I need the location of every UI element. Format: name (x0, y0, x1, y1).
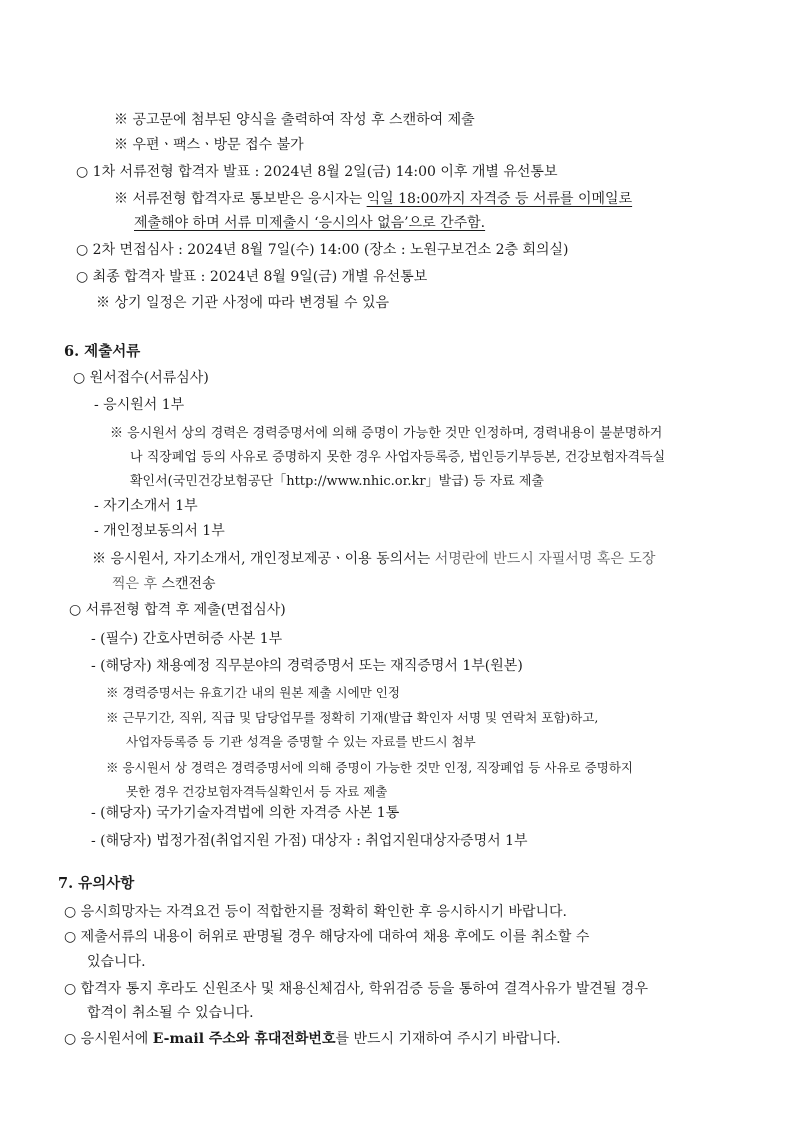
section-heading-notes: 7. 유의사항 (58, 875, 135, 892)
note-4-emphasis: E-mail 주소와 휴대전화번호 (152, 1031, 336, 1047)
note-1: ○ 응시희망자는 자격요건 등이 적합한지를 정확히 확인한 후 응시하시기 바랍니다. (64, 904, 568, 920)
first-round-note-line1 (114, 190, 632, 208)
application-submission: ○ 원서접수(서류심사) (73, 370, 209, 386)
note-3-line1: ○ 합격자 통지 후라도 신원조사 및 채용신체검사, 학위검증 등을 통하여 결격사유가 발견될 경우 (64, 981, 648, 997)
first-round-announcement: ○ 1차 서류전형 합격자 발표 : 2024년 8월 2일(금) 14:00 이후 개별 유선통보 (76, 164, 558, 180)
note-4 (64, 1030, 561, 1048)
note-2-line2: 있습니다. (87, 954, 146, 970)
first-round-note-line2: 제출해야 하며 서류 미제출시 ‘응시의사 없음’으로 간주함. (134, 215, 486, 231)
career-certificate-item: - (해당자) 채용예정 직무분야의 경력증명서 또는 재직증명서 1부(원본) (91, 658, 523, 674)
application-note-line1: ※ 응시원서 상의 경력은 경력증명서에 의해 증명이 가능한 것만 인정하며, 경력내용이 불분명하거 (110, 426, 663, 441)
note-4-text-end: 를 반드시 기재하여 주시기 바랍니다. (335, 1031, 561, 1047)
career-note1: ※ 경력증명서는 유효기간 내의 원본 제출 시에만 인정 (106, 685, 400, 700)
final-announcement: ○ 최종 합격자 발표 : 2024년 8월 9일(금) 개별 유선통보 (76, 269, 428, 285)
no-offline-submission-note: ※ 우편ㆍ팩스ㆍ방문 접수 불가 (114, 137, 304, 153)
self-intro-item: - 자기소개서 1부 (94, 498, 198, 514)
second-round-interview: ○ 2차 면접심사 : 2024년 8월 7일(수) 14:00 (장소 : 노원구보건소 2층 회의실) (76, 242, 569, 258)
privacy-consent-item: - 개인정보동의서 1부 (94, 523, 225, 539)
career-note3-line1: ※ 응시원서 상 경력은 경력증명서에 의해 증명이 가능한 것만 인정, 직장폐업 등 사유로 증명하지 (106, 760, 633, 775)
signature-note-scan: 스캔전송 (161, 576, 216, 592)
signature-note-emphasis: 서명란에 반드시 자필서명 혹은 도장 (434, 551, 656, 567)
career-note2-line2: 사업자등록증 등 기관 성격을 증명할 수 있는 자료를 반드시 첨부 (126, 734, 476, 749)
note-4-text: ○ 응시원서에 (64, 1031, 153, 1047)
note-2-line1: ○ 제출서류의 내용이 허위로 판명될 경우 해당자에 대하여 채용 후에도 이를 취소할 수 (64, 929, 590, 945)
career-note2-line1: ※ 근무기간, 직위, 직급 및 담당업무를 정확히 기재(발급 확인자 서명 및 연락처 포함)하고, (106, 710, 599, 725)
signature-note-line2 (112, 575, 216, 593)
signature-note-text2: 찍은 후 (112, 576, 162, 592)
national-cert-item: - (해당자) 국가기술자격법에 의한 자격증 사본 1통 (91, 805, 400, 821)
career-note3-line2: 못한 경우 건강보험자격득실확인서 등 자료 제출 (126, 784, 388, 799)
scan-submission-note: ※ 공고문에 첨부된 양식을 출력하여 작성 후 스캔하여 제출 (114, 112, 475, 128)
application-note-line3: 확인서(국민건강보험공단「http://www.nhic.or.kr」발급) 등 자료 제출 (130, 474, 544, 489)
after-pass-submission: ○ 서류전형 합격 후 제출(면접심사) (69, 602, 286, 618)
signature-note-text: ※ 응시원서, 자기소개서, 개인정보제공ㆍ이용 동의서는 (92, 551, 435, 567)
application-form-item: - 응시원서 1부 (94, 397, 185, 413)
section-heading-documents: 6. 제출서류 (64, 343, 141, 360)
schedule-change-note: ※ 상기 일정은 기관 사정에 따라 변경될 수 있음 (96, 295, 390, 311)
nurse-license-item: - (필수) 간호사면허증 사본 1부 (91, 631, 283, 647)
note-3-line2: 합격이 취소될 수 있습니다. (87, 1005, 254, 1021)
deadline-underlined: 익일 18:00까지 자격증 등 서류를 이메일로 (366, 191, 633, 207)
application-note-line2: 나 직장폐업 등의 사유로 증명하지 못한 경우 사업자등록증, 법인등기부등본, 건강보험자격득실 (130, 450, 666, 465)
signature-note-line1 (92, 550, 655, 568)
first-round-note-text: ※ 서류전형 합격자로 통보받은 응시자는 (114, 191, 367, 207)
employment-support-item: - (해당자) 법정가점(취업지원 가점) 대상자 : 취업지원대상자증명서 1부 (91, 833, 528, 849)
